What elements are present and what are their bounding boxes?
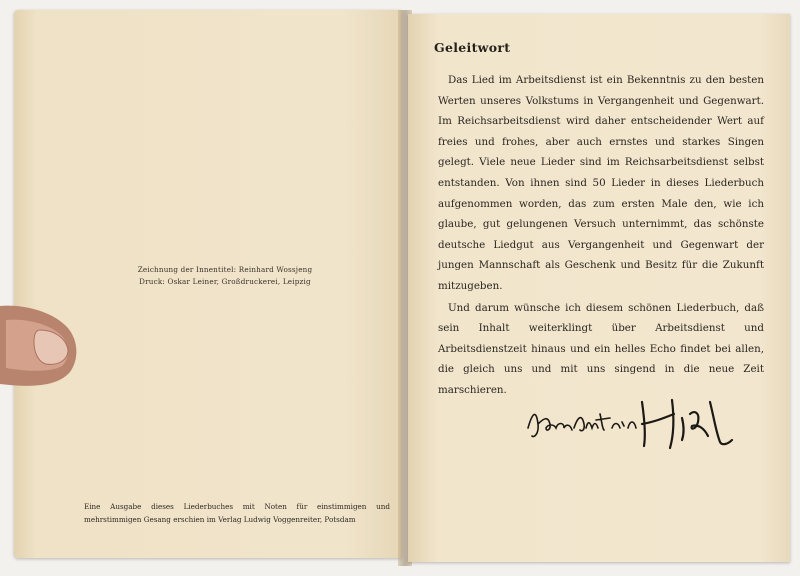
handwritten-signature — [524, 394, 744, 454]
foreword-paragraph-2: Und darum wünsche ich diesem schönen Liederbuch, daß sein Inhalt weiterklingt über Arbeitsdienst und Arbeitsdienstzeit hinaus und ein helles Echo findet bei allen, die gleich uns und mit uns singend in die neue Zeit marschieren. — [438, 301, 764, 396]
left-page — [14, 10, 402, 558]
foreword-text — [438, 70, 764, 401]
illustration-print-credits — [110, 264, 340, 288]
right-page — [408, 14, 790, 562]
printer-credit: Druck: Oskar Leiner, Großdruckerei, Leipzig — [139, 277, 311, 286]
illustration-credit: Zeichnung der Innentitel: Reinhard Wossjeng — [137, 265, 313, 274]
page-heading: Geleitwort — [434, 40, 511, 55]
edition-imprint: Eine Ausgabe dieses Liederbuches mit Noten für einstimmigen und mehrstimmigen Gesang erschien im Verlag Ludwig Voggenreiter, Potsdam — [84, 502, 390, 524]
open-book — [14, 10, 790, 566]
foreword-paragraph-1: Das Lied im Arbeitsdienst ist ein Bekenntnis zu den besten Werten unseres Volkstums in Vergangenheit und Gegenwart. Im Reichsarbeitsdienst wird daher entscheidender Wert auf freies und frohes, aber auch ernstes und starkes Singen gelegt. Viele neue Lieder sind im Reichsarbeitsdienst selbst entstanden. Von ihnen sind 50 Lieder in dieses Liederbuch aufgenommen worden, das zum ersten Male den, wie ich glaube, gut gelungenen Versuch unternimmt, das schönste deutsche Liedgut aus Vergangenheit und Gegenwart der jungen Mannschaft als Geschenk und Besitz für die Zukunft mitzugeben. — [438, 74, 764, 292]
